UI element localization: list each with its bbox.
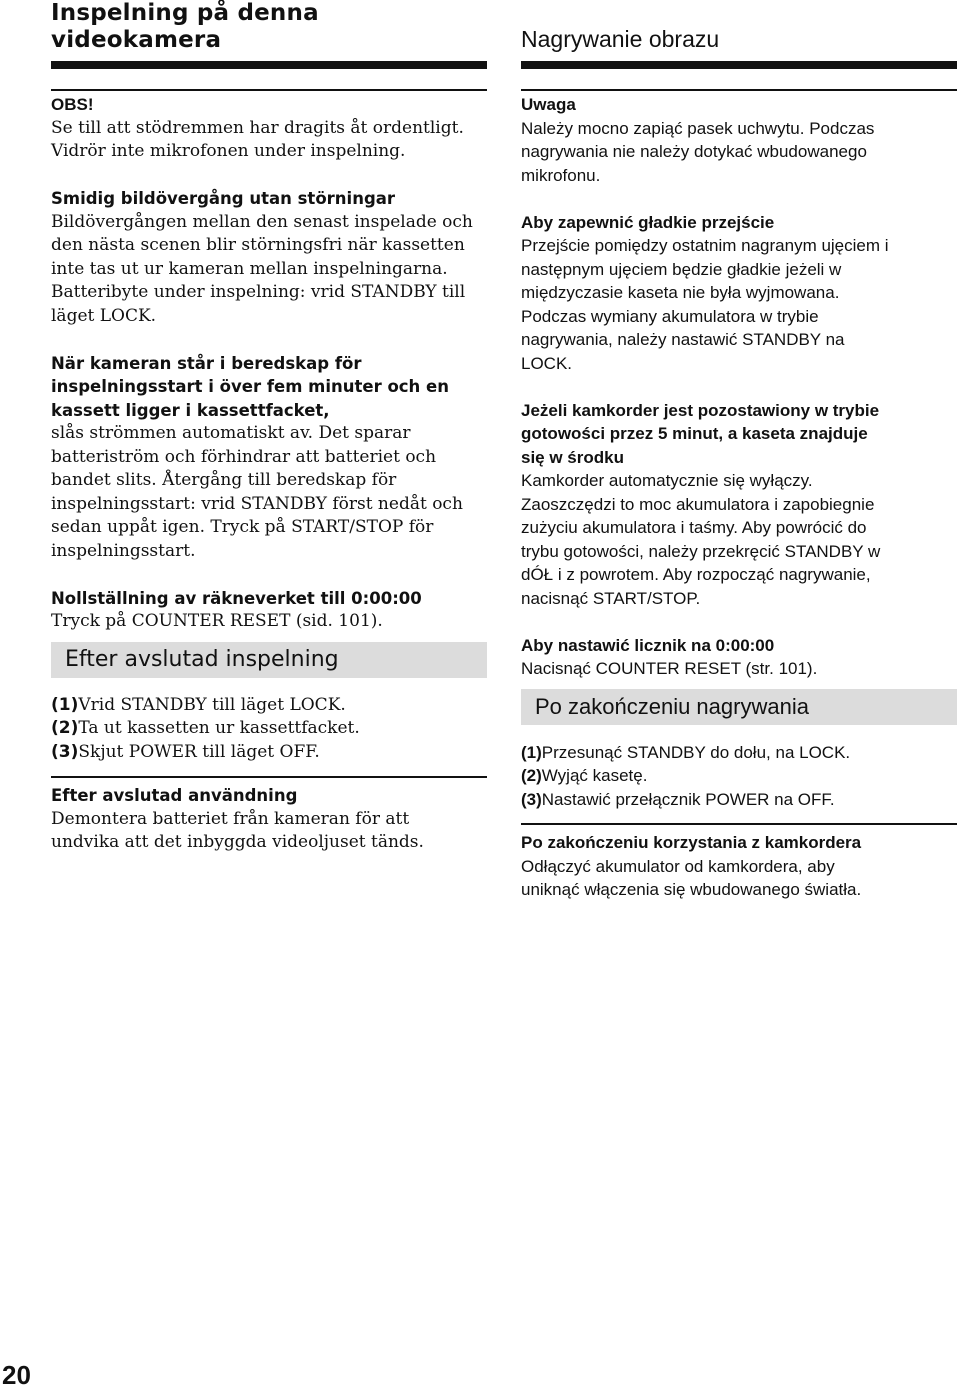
- counter-text: Tryck på COUNTER RESET (sid. 101).: [51, 611, 383, 631]
- paragraph-line: inspelningsstart: vrid STANDBY först nedåt och: [51, 493, 463, 514]
- obs-heading: OBS!: [51, 95, 94, 114]
- swedish-content: [51, 93, 487, 855]
- step-text: Skjut POWER till läget OFF.: [78, 741, 320, 762]
- step-text: Przesunąć STANDBY do dołu, na LOCK.: [541, 742, 851, 762]
- paragraph-line: Należy mocno zapiąć pasek uchwytu. Podczas: [521, 118, 875, 138]
- paragraph-line: trybu gotowości, należy przekręcić STANDBY w: [521, 541, 881, 561]
- standby-heading: inspelningsstart i över fem minuter och en: [51, 377, 449, 396]
- standby-heading: kassett ligger i kassettfacket,: [51, 400, 330, 420]
- title-underline-bar: [51, 61, 487, 69]
- counter-text: Nacisnąć COUNTER RESET (str. 101).: [521, 659, 818, 678]
- step-text: Ta ut kassetten ur kassettfacket.: [78, 718, 360, 738]
- paragraph-line: międzyczasie kaseta nie była wyjmowana.: [521, 283, 840, 302]
- paragraph-line: Zaoszczędzi to moc akumulatora i zapobiegnie: [521, 494, 875, 514]
- paragraph-line: Bildövergången mellan den senast inspelade och: [51, 211, 473, 232]
- step-number: (3): [521, 789, 542, 809]
- counter-heading: Nollställning av räkneverket till 0:00:00: [51, 588, 422, 608]
- paragraph-line: batteriström och förhindrar att batteriet och: [51, 446, 437, 467]
- paragraph-line: zużyciu akumulatora i taśmy. Aby powrócić do: [521, 518, 867, 537]
- title-underline-bar: [521, 61, 957, 69]
- note-heading: Uwaga: [521, 95, 576, 114]
- swedish-title: [51, 0, 487, 54]
- paragraph-line: inte tas ut ur kameran mellan inspelningarna.: [51, 258, 448, 279]
- step-text: Nastawić przełącznik POWER na OFF.: [541, 789, 835, 809]
- paragraph-line: slås strömmen automatiskt av. Det sparar: [51, 423, 411, 443]
- paragraph-line: Podczas wymiany akumulatora w trybie: [521, 306, 819, 326]
- paragraph-line: Kamkorder automatycznie się wyłączy.: [521, 471, 813, 490]
- polish-title: Nagrywanie obrazu: [521, 26, 720, 52]
- step-item: [521, 741, 957, 765]
- step-number: (2): [51, 718, 79, 738]
- after-use-heading: Efter avslutad användning: [51, 786, 298, 805]
- paragraph-line: nagrywania, należy nastawić STANDBY na: [521, 330, 845, 349]
- paragraph-line: läget LOCK.: [51, 305, 157, 326]
- smooth-transition-heading: Aby zapewnić gładkie przejście: [521, 212, 775, 232]
- paragraph-line: nagrywania nie należy dotykać wbudowanego: [521, 142, 867, 161]
- paragraph-line: LOCK.: [521, 353, 573, 373]
- section-title: Efter avslutad inspelning: [65, 646, 339, 672]
- paragraph-line: uniknąć włączenia się wbudowanego światła.: [521, 880, 862, 899]
- page-number: 20: [2, 1360, 31, 1390]
- step-number: (1): [521, 742, 542, 762]
- standby-heading: Jeżeli kamkorder jest pozostawiony w trybie: [521, 400, 880, 420]
- step-number: (3): [51, 741, 79, 762]
- step-number: (2): [521, 766, 542, 785]
- section-header-box: [51, 642, 487, 678]
- content-top-rule: [51, 89, 487, 91]
- paragraph-line: inspelningsstart.: [51, 540, 196, 561]
- paragraph-line: undvika att det inbyggda videoljuset tänds.: [51, 832, 424, 852]
- step-item: [521, 788, 957, 812]
- paragraph-line: bandet slits. Återgång till beredskap för: [51, 470, 397, 490]
- paragraph-line: den nästa scenen blir störningsfri när kassetten: [51, 235, 465, 255]
- subsection-rule: [51, 776, 487, 778]
- step-text: Wyjąć kasetę.: [541, 766, 648, 785]
- section-title: Po zakończeniu nagrywania: [535, 693, 809, 719]
- smooth-transition-heading: Smidig bildövergång utan störningar: [51, 189, 396, 208]
- step-item: [521, 764, 957, 788]
- obs-line: Vidrör inte mikrofonen under inspelning.: [51, 141, 406, 161]
- standby-heading: När kameran står i beredskap för: [51, 353, 362, 373]
- obs-line: Se till att stödremmen har dragits åt ordentligt.: [51, 117, 464, 138]
- step-item: [51, 741, 487, 765]
- step-number: (1): [51, 694, 79, 715]
- standby-heading: gotowości przez 5 minut, a kaseta znajduje: [521, 424, 868, 443]
- subsection-rule: [521, 823, 957, 825]
- paragraph-line: mikrofonu.: [521, 165, 601, 185]
- paragraph-line: Demontera batteriet från kameran för att: [51, 808, 410, 829]
- step-item: [51, 717, 487, 741]
- section-header-box: [521, 689, 957, 725]
- step-text: Vrid STANDBY till läget LOCK.: [78, 694, 346, 715]
- polish-content: [521, 93, 957, 902]
- paragraph-line: dÓŁ i z powrotem. Aby rozpocząć nagrywanie,: [521, 565, 871, 584]
- paragraph-line: Odłączyć akumulator od kamkordera, aby: [521, 856, 835, 876]
- step-item: [51, 694, 487, 718]
- paragraph-line: nacisnąć START/STOP.: [521, 588, 701, 608]
- standby-heading: się w środku: [521, 447, 624, 467]
- paragraph-line: sedan uppåt igen. Tryck på START/STOP för: [51, 517, 434, 537]
- swedish-title-line1: Inspelning på denna: [51, 0, 319, 26]
- paragraph-line: Batteribyte under inspelning: vrid STANDBY till: [51, 282, 466, 302]
- paragraph-line: Przejście pomiędzy ostatnim nagranym ujęciem i: [521, 236, 889, 255]
- swedish-title-line2: videokamera: [51, 27, 222, 53]
- content-top-rule: [521, 89, 957, 91]
- after-use-heading: Po zakończeniu korzystania z kamkordera: [521, 833, 862, 852]
- paragraph-line: następnym ujęciem będzie gładkie jeżeli w: [521, 259, 842, 279]
- counter-heading: Aby nastawić licznik na 0:00:00: [521, 635, 775, 655]
